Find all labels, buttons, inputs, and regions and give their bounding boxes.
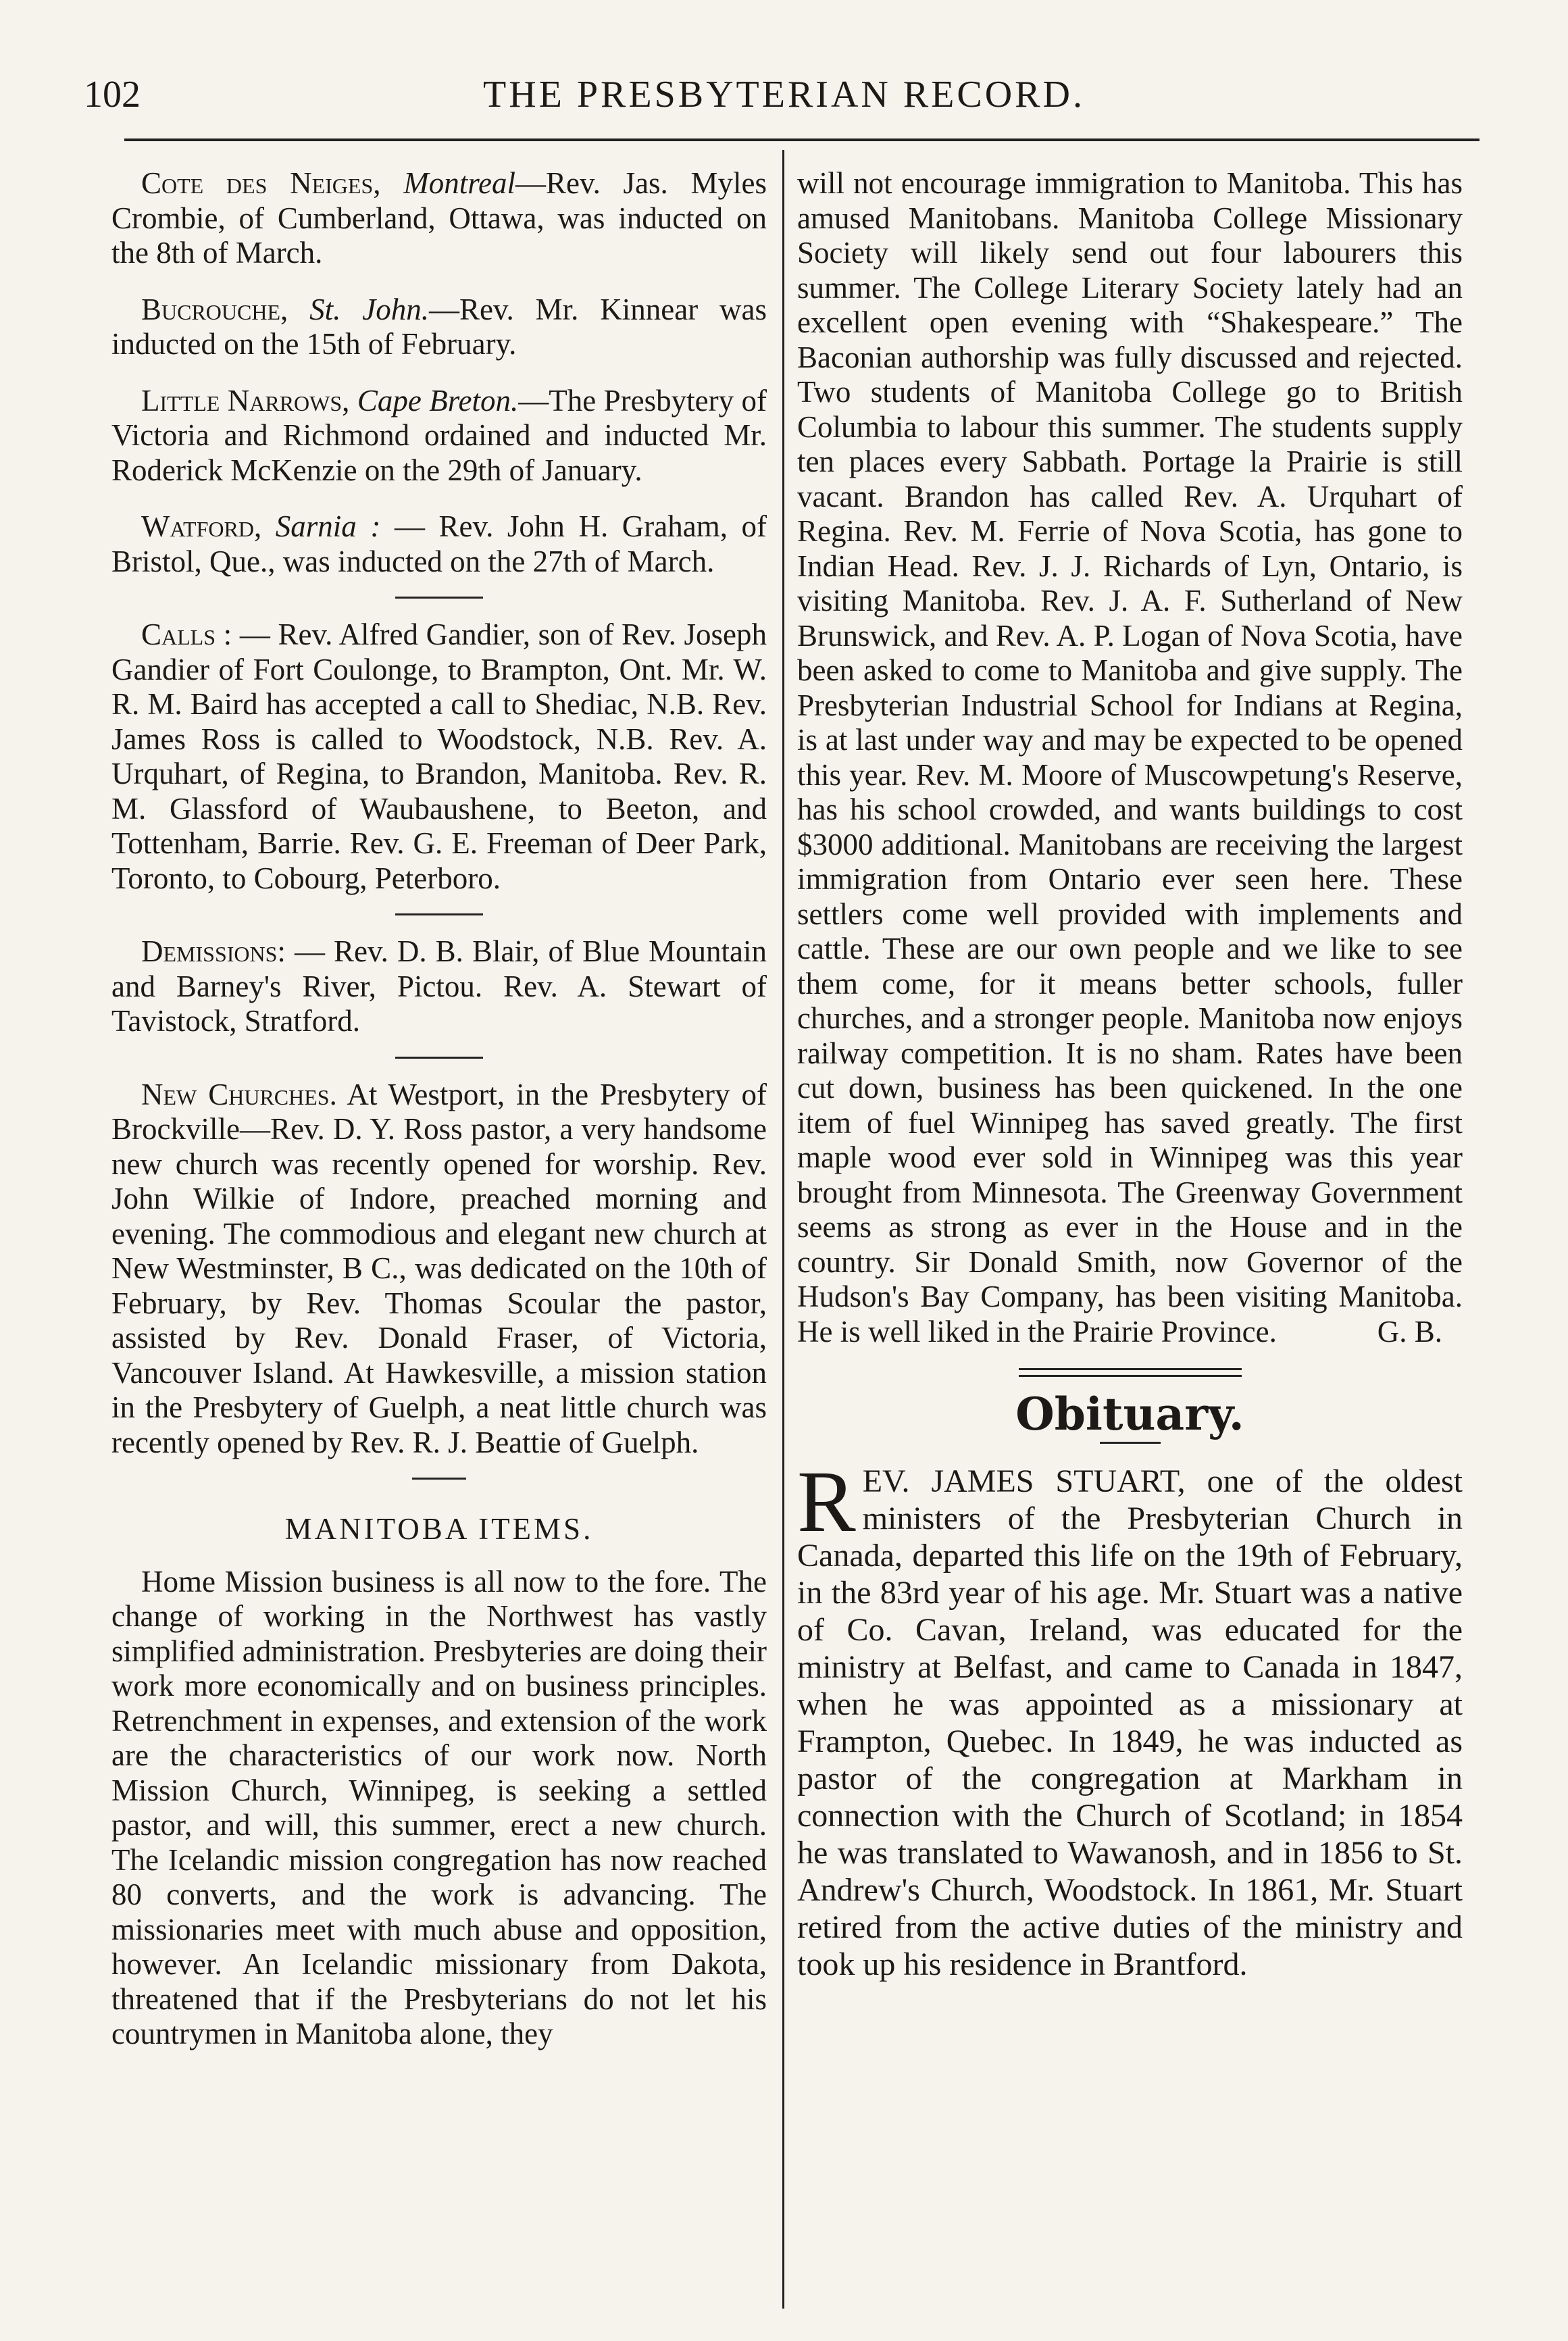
manitoba-continued-text: will not encourage immigration to Manitoba. This has amused Manitobans. Manitoba College Missionary Society will likely send out four labourers this summer. The College Literary Society lately had an excellent open evening with “Shakespeare.” The Baconian authorship was fully discussed and rejected. Two students of Manitoba College go to British Columbia to labour this summer. The students supply ten places every Sabbath. Portage la Prairie is still vacant. Brandon has called Rev. A. Urquhart of Regina. Rev. M. Ferrie of Nova Scotia, has gone to Indian Head. Rev. J. J. Richards of Lyn, Ontario, is visiting Manitoba. Rev. J. A. F. Sutherland of New Brunswick, and Rev. A. P. Logan of Nova Scotia, have been asked to come to Manitoba and give supply. The Presbyterian Industrial School for Indians at Regina, is at last under way and may be expected to be opened this year. Rev. M. Moore of Muscowpetung's Reserve, has his school crowded, and wants buildings to cost $3000 additional. Manitobans are receiving the largest immigration from Ontario ever seen here. These settlers come well provided with implements and cattle. These are our own people and we like to see them come, for it means better schools, fuller churches, and a stronger people. Manitoba now enjoys railway competition. It is no sham. Rates have been cut down, business has been quickened. In the one item of fuel Winnipeg has saved greatly. The first maple wood ever sold in Winnipeg was this year brought from Minnesota. The Greenway Government seems as strong as ever in the House and in the country. Sir Donald Smith, now Governor of the Hudson's Bay Company, has been visiting Manitoba. He is well liked in the Prairie Province. (797, 166, 1463, 1349)
signature: G. B. (1377, 1314, 1442, 1349)
new-churches-label: New Churches. (141, 1077, 337, 1111)
new-churches-paragraph (111, 1078, 767, 1461)
induction-watford (111, 509, 767, 579)
demissions-paragraph (111, 934, 767, 1039)
left-column (111, 166, 767, 2052)
section-divider (395, 597, 483, 599)
induction-cote-des-neiges (111, 166, 767, 271)
calls-text: — Rev. Alfred Gandier, son of Rev. Joseph Gandier of Fort Coulonge, to Brampton, Ont. Mr. W. R. M. Baird has accepted a call to Shediac, N.B. Rev. James Ross is called to Woodstock, N.B. Rev. A. Urquhart, of Regina, to Brandon, Manitoba. Rev. R. M. Glassford of Waubaushene, to Beeton, and Tottenham, Barrie. Rev. G. E. Freeman of Deer Park, Toronto, to Cobourg, Peterboro. (111, 618, 767, 895)
induction-text: —Rev. Mr. Kinnear was inducted on the 15th of February. (111, 292, 767, 361)
obituary-heading: Obituary. (1015, 1388, 1244, 1440)
induction-buctouche (111, 293, 767, 362)
manitoba-items-continued (797, 166, 1463, 1349)
drop-cap: R (797, 1453, 856, 1551)
column-divider (782, 150, 784, 2309)
header-rule (124, 139, 1480, 141)
manitoba-items-text: Home Mission business is all now to the fore. The change of working in the Northwest has vastly simplified administration. Presbyteries are doing their work more economically and on business principles. Retrenchment in expenses, and extension of the work are the characteristics of our work now. North Mission Church, Winnipeg, is seeking a settled pastor, and will, this summer, erect a new church. The Icelandic mission congregation has now reached 80 converts, and the work is advancing. The missionaries meet with much abuse and opposition, however. An Icelandic missionary from Dakota, threatened that if the Presbyterians do not let his countrymen in Manitoba alone, they (111, 1564, 767, 2050)
induction-text: — Rev. John H. Graham, of Bristol, Que., was inducted on the 27th of March. (111, 509, 767, 578)
place-name: Bucrouche, (141, 292, 288, 326)
induction-text: —The Presbytery of Victoria and Richmond ordained and inducted Mr. Roderick McKenzie on the 29th of January. (111, 383, 767, 487)
page-number: 102 (84, 74, 141, 116)
place-city: St. John. (309, 292, 429, 326)
manitoba-items-heading: MANITOBA ITEMS. (284, 1512, 594, 1546)
section-divider (1100, 1442, 1161, 1444)
place-name: Watford, (141, 509, 262, 543)
place-name: Little Narrows, (141, 383, 350, 418)
place-city: Cape Breton. (357, 383, 519, 418)
demissions-text: — Rev. D. B. Blair, of Blue Mountain and Barney's River, Pictou. Rev. A. Stewart of Tavistock, Stratford. (111, 934, 767, 1038)
section-divider (395, 913, 483, 915)
section-divider (412, 1478, 466, 1480)
journal-title: THE PRESBYTERIAN RECORD. (483, 74, 1085, 116)
place-city: Sarnia : (275, 509, 381, 543)
demissions-label: Demissions: (141, 934, 286, 968)
obituary-text (797, 1453, 1463, 1983)
induction-little-narrows (111, 384, 767, 488)
calls-paragraph (111, 618, 767, 896)
double-rule (1019, 1368, 1242, 1377)
obituary-body: EV. JAMES STUART, one of the oldest ministers of the Presbyterian Church in Canada, departed this life on the 19th of February, in the 83rd year of his age. Mr. Stuart was a native of Co. Cavan, Ireland, was educated for the ministry at Belfast, and came to Canada in 1847, when he was appointed as a missionary at Frampton, Quebec. In 1849, he was inducted as pastor of the congregation at Markham in connection with the Church of Scotland; in 1854 he was translated to Wawanosh, and in 1856 to St. Andrew's Church, Woodstock. In 1861, Mr. Stuart retired from the active duties of the ministry and took up his residence in Brantford. (797, 1463, 1463, 1982)
place-city: Montreal (403, 166, 516, 200)
place-name: Cote des Neiges, (141, 166, 381, 200)
induction-text: —Rev. Jas. Myles Crombie, of Cumberland, Ottawa, was inducted on the 8th of March. (111, 166, 767, 270)
section-divider (395, 1057, 483, 1059)
new-churches-text: At Westport, in the Presbytery of Brockville—Rev. D. Y. Ross pastor, a very handsome new church was recently opened for worship. Rev. John Wilkie of Indore, preached morning and evening. The commodious and elegant new church at New Westminster, B C., was dedicated on the 10th of February, by Rev. Thomas Scoular the pastor, assisted by Rev. Donald Fraser, of Victoria, Vancouver Island. At Hawkesville, a mission station in the Presbytery of Guelph, a neat little church was recently opened by Rev. R. J. Beattie of Guelph. (111, 1077, 767, 1459)
calls-label: Calls : (141, 618, 232, 651)
right-column (797, 166, 1463, 1983)
